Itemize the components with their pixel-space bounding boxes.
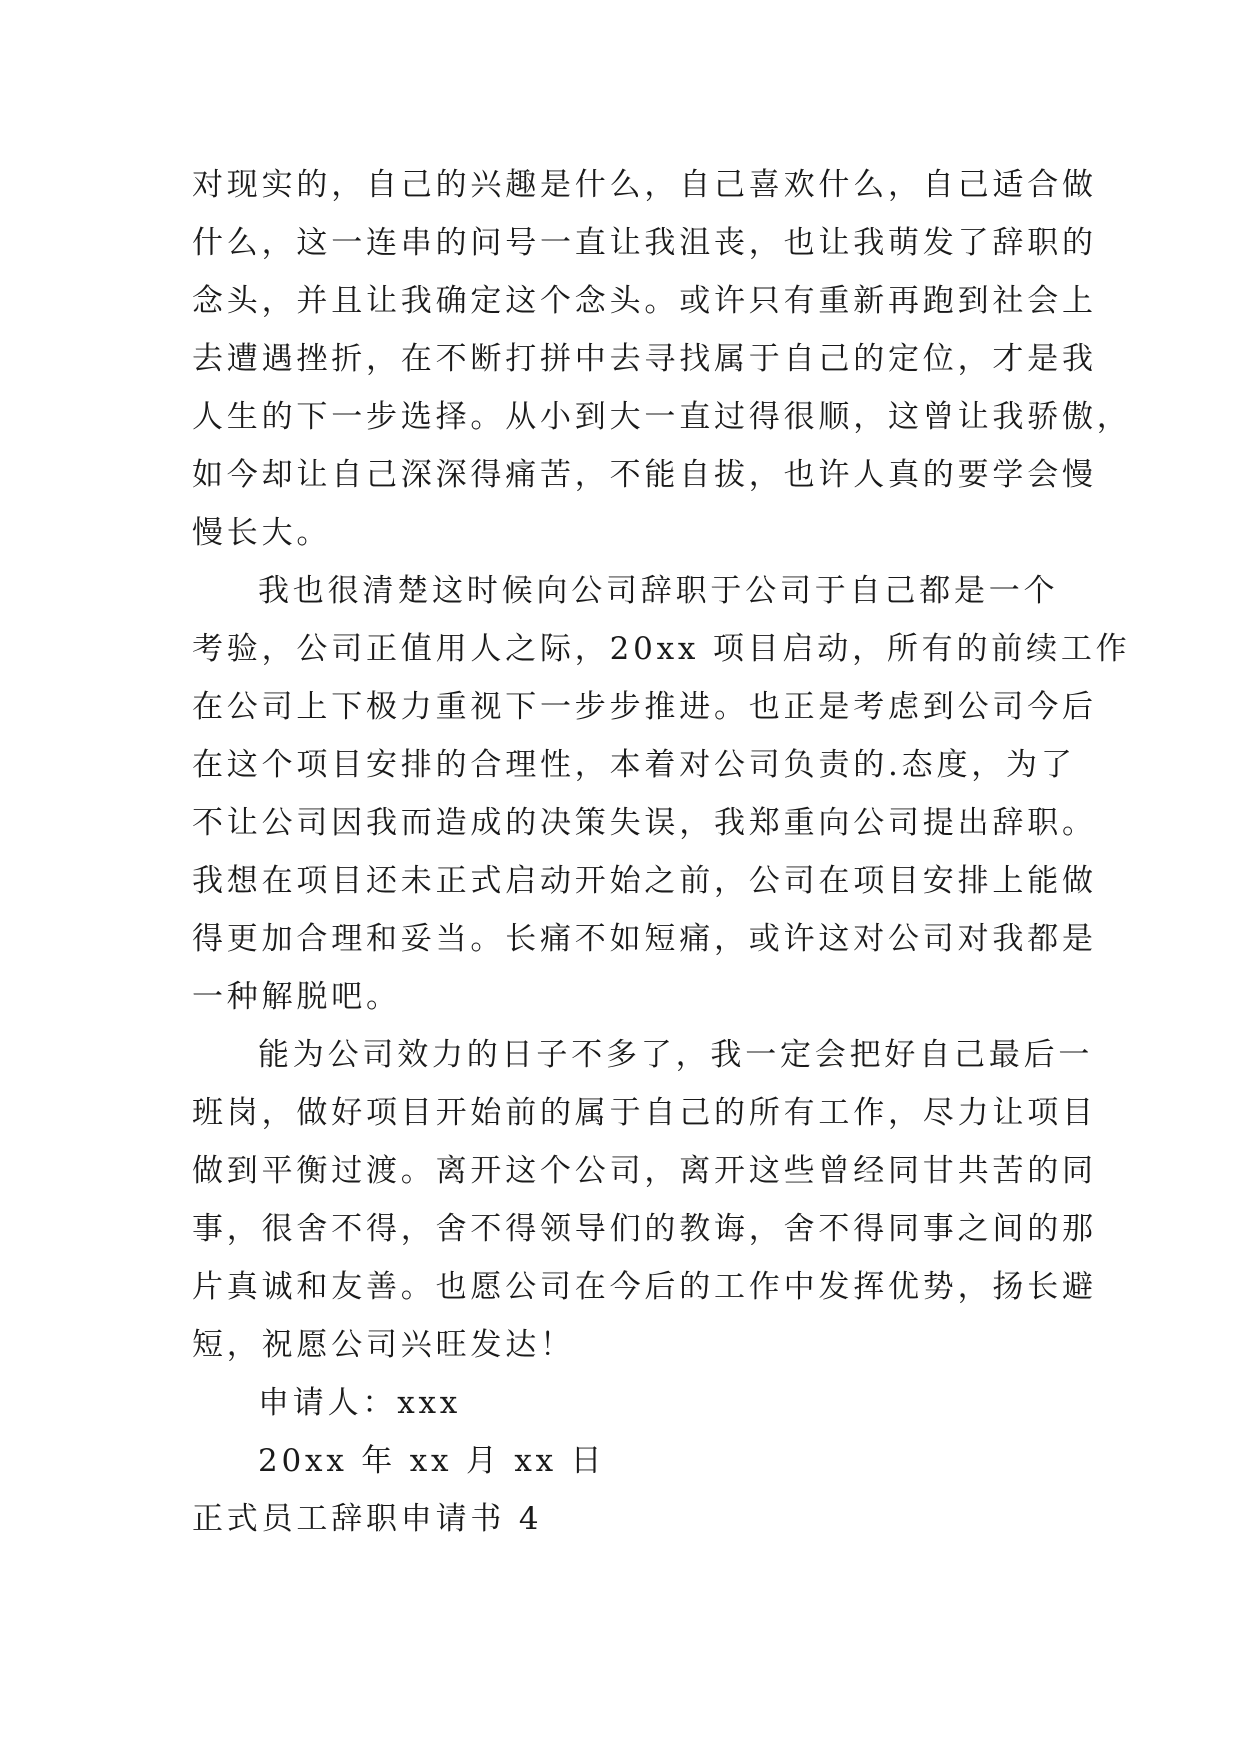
section-heading: 正式员工辞职申请书 4 bbox=[192, 1501, 543, 1537]
text-line: 考验，公司正值用人之际，20xx 项目启动，所有的前续工作 bbox=[192, 631, 1131, 667]
text-line: 对现实的，自己的兴趣是什么，自己喜欢什么，自己适合做 bbox=[192, 167, 1097, 203]
text-line: 短，祝愿公司兴旺发达！ bbox=[192, 1327, 575, 1363]
text-line: 我也很清楚这时候向公司辞职于公司于自己都是一个 bbox=[258, 573, 1059, 609]
text-line: 我想在项目还未正式启动开始之前，公司在项目安排上能做 bbox=[192, 863, 1097, 899]
paragraph-3 bbox=[192, 1026, 1097, 1374]
paragraph-2 bbox=[192, 562, 1131, 1026]
text-line: 班岗，做好项目开始前的属于自己的所有工作，尽力让项目 bbox=[192, 1095, 1097, 1131]
text-line: 在公司上下极力重视下一步步推进。也正是考虑到公司今后 bbox=[192, 689, 1097, 725]
text-line: 慢长大。 bbox=[192, 515, 332, 551]
text-line: 念头，并且让我确定这个念头。或许只有重新再跑到社会上 bbox=[192, 283, 1097, 319]
text-line: 片真诚和友善。也愿公司在今后的工作中发挥优势，扬长避 bbox=[192, 1269, 1097, 1305]
date-line: 20xx 年 xx 月 xx 日 bbox=[258, 1443, 606, 1479]
text-line: 如今却让自己深深得痛苦，不能自拔，也许人真的要学会慢 bbox=[192, 457, 1097, 493]
text-line: 人生的下一步选择。从小到大一直过得很顺，这曾让我骄傲， bbox=[192, 399, 1132, 435]
text-line: 去遭遇挫折，在不断打拼中去寻找属于自己的定位，才是我 bbox=[192, 341, 1097, 377]
document-body bbox=[192, 156, 1132, 1548]
text-line: 事，很舍不得，舍不得领导们的教诲，舍不得同事之间的那 bbox=[192, 1211, 1097, 1247]
text-line: 不让公司因我而造成的决策失误，我郑重向公司提出辞职。 bbox=[192, 805, 1097, 841]
signature-line: 申请人：xxx bbox=[258, 1385, 462, 1421]
text-line: 一种解脱吧。 bbox=[192, 979, 401, 1015]
text-line: 在这个项目安排的合理性，本着对公司负责的.态度，为了 bbox=[192, 747, 1076, 783]
text-line: 做到平衡过渡。离开这个公司，离开这些曾经同甘共苦的同 bbox=[192, 1153, 1097, 1189]
text-line: 什么，这一连串的问号一直让我沮丧，也让我萌发了辞职的 bbox=[192, 225, 1097, 261]
text-line: 能为公司效力的日子不多了，我一定会把好自己最后一 bbox=[258, 1037, 1094, 1073]
text-line: 得更加合理和妥当。长痛不如短痛，或许这对公司对我都是 bbox=[192, 921, 1097, 957]
paragraph-1 bbox=[192, 156, 1132, 562]
